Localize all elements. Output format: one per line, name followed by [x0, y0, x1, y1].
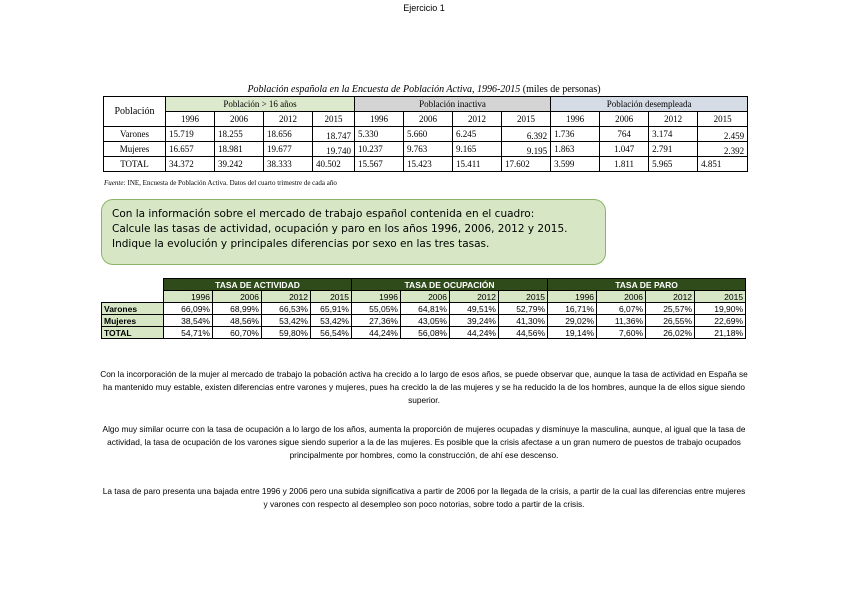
cell: 34.372 — [166, 157, 215, 172]
cell: 18.255 — [215, 127, 264, 142]
group-header: Población > 16 años — [166, 97, 355, 112]
blank-corner — [102, 291, 164, 303]
row-label: Mujeres — [104, 142, 166, 157]
cell: 19,14% — [548, 327, 597, 339]
year-header: 1996 — [164, 291, 213, 303]
analysis-paragraph: Algo muy similar ocurre con la tasa de ocupación a lo largo de los años, aumenta la proporción de mujeres ocupadas y disminuye la masculina, aunque, al igual que la tasa de actividad, la tasa de ocupación de los varones sigue siendo superior a la de las mujeres. Es posible que la crisis afectase a un gran numero de puestos de trabajo ocupados principalmente por hombres, como la construcción, de ahí ese descenso. — [102, 424, 746, 460]
rate-group-header: TASA DE ACTIVIDAD — [164, 279, 352, 291]
cell: 53,42% — [262, 315, 311, 327]
cell: 9.195 — [502, 142, 551, 157]
year-header: 2012 — [264, 112, 313, 127]
cell: 60,70% — [213, 327, 262, 339]
year-header: 2015 — [698, 112, 748, 127]
cell: 1.811 — [600, 157, 649, 172]
cell: 44,24% — [352, 327, 401, 339]
cell: 44,24% — [450, 327, 499, 339]
year-header: 2006 — [600, 112, 649, 127]
cell: 41,30% — [499, 315, 548, 327]
cell: 39.242 — [215, 157, 264, 172]
cell: 19.677 — [264, 142, 313, 157]
cell: 6,07% — [597, 303, 646, 315]
cell: 17.602 — [502, 157, 551, 172]
cell: 59,80% — [262, 327, 311, 339]
cell: 18.656 — [264, 127, 313, 142]
cell: 55,05% — [352, 303, 401, 315]
cell: 1.863 — [551, 142, 600, 157]
rates-table — [101, 278, 746, 339]
cell: 43,05% — [401, 315, 450, 327]
year-header: 2015 — [502, 112, 551, 127]
blank-corner — [102, 279, 164, 291]
cell: 66,53% — [262, 303, 311, 315]
year-header: 2012 — [649, 112, 698, 127]
population-row-header: Población — [104, 97, 166, 127]
row-label: TOTAL — [104, 157, 166, 172]
source-text: INE, Encuesta de Población Activa. Datos del cuarto trimestre de cada año — [125, 179, 337, 187]
year-header: 1996 — [548, 291, 597, 303]
cell: 53,42% — [311, 315, 352, 327]
table-row — [104, 127, 748, 142]
table-row — [104, 142, 748, 157]
cell: 7,60% — [597, 327, 646, 339]
table1-source — [104, 179, 337, 187]
analysis-paragraph: La tasa de paro presenta una bajada entre 1996 y 2006 pero una subida significativa a partir de 2006 por la llegada de la crisis, a partir de la cual las diferencias entre mujeres y varones con respecto al desempleo son poco notorias, sobre todo a partir de la crisis. — [102, 486, 746, 509]
cell: 10.237 — [355, 142, 404, 157]
cell: 29,02% — [548, 315, 597, 327]
cell: 21,18% — [695, 327, 746, 339]
cell: 6.245 — [453, 127, 502, 142]
cell: 38.333 — [264, 157, 313, 172]
table1-caption-title: Población española en la Encuesta de Población Activa, 1996-2015 — [247, 84, 521, 95]
cell: 44,56% — [499, 327, 548, 339]
cell: 22,69% — [695, 315, 746, 327]
cell: 65,91% — [311, 303, 352, 315]
table1-caption-units: (miles de personas) — [520, 84, 601, 95]
year-header: 2006 — [597, 291, 646, 303]
rate-group-header: TASA DE PARO — [548, 279, 746, 291]
population-table — [103, 96, 748, 172]
cell: 4.851 — [698, 157, 748, 172]
cell: 9.763 — [404, 142, 453, 157]
cell: 1.736 — [551, 127, 600, 142]
year-header: 2015 — [311, 291, 352, 303]
cell: 19,90% — [695, 303, 746, 315]
row-label: Varones — [102, 303, 164, 315]
cell: 25,57% — [646, 303, 695, 315]
year-header: 1996 — [352, 291, 401, 303]
year-header: 2012 — [262, 291, 311, 303]
cell: 9.165 — [453, 142, 502, 157]
cell: 16,71% — [548, 303, 597, 315]
cell: 15.567 — [355, 157, 404, 172]
cell: 54,71% — [164, 327, 213, 339]
year-header: 2015 — [695, 291, 746, 303]
cell: 1.047 — [600, 142, 649, 157]
table-row — [102, 327, 746, 339]
rate-group-header: TASA DE OCUPACIÓN — [352, 279, 548, 291]
year-header: 2006 — [215, 112, 264, 127]
cell: 27,36% — [352, 315, 401, 327]
cell: 3.599 — [551, 157, 600, 172]
analysis-paragraph: Con la incorporación de la mujer al mercado de trabajo la pobación activa ha crecido a lo largo de esos años, se puede observar que, aunque la tasa de actividad en España se ha mantenido muy estable, existen diferencias entre varones y mujeres, pues ha crecido la de las mujeres y se ha reducido la de los hombres, aunque la de ellos sigue siendo superior. — [100, 369, 748, 405]
cell: 6.392 — [502, 127, 551, 142]
cell: 26,02% — [646, 327, 695, 339]
table-row — [102, 303, 746, 315]
year-header: 2012 — [450, 291, 499, 303]
row-label: TOTAL — [102, 327, 164, 339]
cell: 18.747 — [313, 127, 355, 142]
cell: 19.740 — [313, 142, 355, 157]
year-header: 1996 — [551, 112, 600, 127]
task-box — [101, 199, 606, 265]
year-header: 1996 — [355, 112, 404, 127]
page-header: Ejercicio 1 — [403, 3, 445, 13]
year-header: 1996 — [166, 112, 215, 127]
cell: 56,08% — [401, 327, 450, 339]
cell: 764 — [600, 127, 649, 142]
year-header: 2006 — [213, 291, 262, 303]
cell: 68,99% — [213, 303, 262, 315]
cell: 11,36% — [597, 315, 646, 327]
cell: 15.423 — [404, 157, 453, 172]
row-label: Mujeres — [102, 315, 164, 327]
cell: 38,54% — [164, 315, 213, 327]
cell: 40.502 — [313, 157, 355, 172]
cell: 15.411 — [453, 157, 502, 172]
cell: 66,09% — [164, 303, 213, 315]
year-header: 2006 — [401, 291, 450, 303]
cell: 15.719 — [166, 127, 215, 142]
year-header: 2015 — [313, 112, 355, 127]
cell: 2.392 — [698, 142, 748, 157]
cell: 3.174 — [649, 127, 698, 142]
cell: 49,51% — [450, 303, 499, 315]
year-header: 2012 — [646, 291, 695, 303]
group-header: Población inactiva — [355, 97, 551, 112]
cell: 56,54% — [311, 327, 352, 339]
cell: 39,24% — [450, 315, 499, 327]
group-header: Población desempleada — [551, 97, 748, 112]
cell: 16.657 — [166, 142, 215, 157]
cell: 5.330 — [355, 127, 404, 142]
source-label: Fuente: — [104, 179, 126, 187]
cell: 5.965 — [649, 157, 698, 172]
task-line: Calcule las tasas de actividad, ocupación y paro en los años 1996, 2006, 2012 y 2015. — [112, 223, 568, 235]
task-line: Indique la evolución y principales diferencias por sexo en las tres tasas. — [112, 238, 490, 250]
task-line: Con la información sobre el mercado de trabajo español contenida en el cuadro: — [112, 208, 535, 220]
cell: 5.660 — [404, 127, 453, 142]
cell: 2.791 — [649, 142, 698, 157]
table1-caption — [100, 84, 748, 95]
cell: 64,81% — [401, 303, 450, 315]
year-header: 2012 — [453, 112, 502, 127]
cell: 2.459 — [698, 127, 748, 142]
cell: 52,79% — [499, 303, 548, 315]
cell: 26,55% — [646, 315, 695, 327]
cell: 48,56% — [213, 315, 262, 327]
table-row — [104, 157, 748, 172]
table-row — [102, 315, 746, 327]
year-header: 2015 — [499, 291, 548, 303]
year-header: 2006 — [404, 112, 453, 127]
cell: 18.981 — [215, 142, 264, 157]
row-label: Varones — [104, 127, 166, 142]
